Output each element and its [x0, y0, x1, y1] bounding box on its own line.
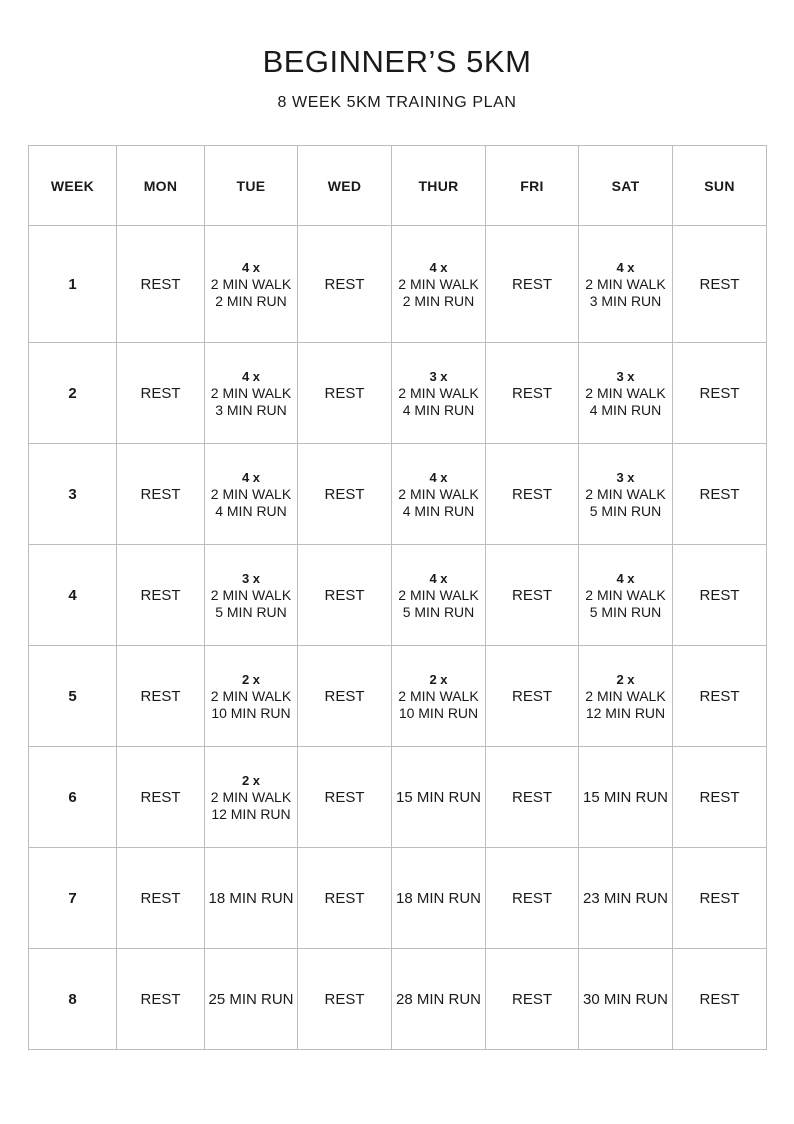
rest-label: REST — [699, 687, 740, 705]
cell-thur — [392, 226, 486, 343]
rest-label: REST — [511, 586, 552, 604]
cell-fri — [486, 444, 579, 545]
walk-duration: 2 MIN WALK — [585, 687, 666, 704]
table-row — [29, 545, 767, 646]
cell-wed — [298, 848, 392, 949]
rest-label: REST — [324, 990, 365, 1008]
repetitions: 4 x — [616, 259, 635, 275]
rest-label: REST — [324, 788, 365, 806]
cell-tue — [205, 226, 298, 343]
rest-label: REST — [699, 788, 740, 806]
cell-sun — [673, 226, 767, 343]
cell-thur — [392, 949, 486, 1050]
rest-label: REST — [699, 586, 740, 604]
cell-sat — [579, 848, 673, 949]
cell-sat — [579, 343, 673, 444]
cell-tue — [205, 444, 298, 545]
run-duration: 12 MIN RUN — [585, 704, 666, 721]
table-row — [29, 747, 767, 848]
walk-duration: 2 MIN WALK — [585, 586, 666, 603]
cell-fri — [486, 646, 579, 747]
run-duration: 15 MIN RUN — [582, 788, 668, 806]
header-wed: WED — [298, 146, 392, 226]
repetitions: 4 x — [241, 469, 261, 485]
header-mon: MON — [117, 146, 205, 226]
repetitions: 4 x — [429, 469, 448, 485]
run-duration: 10 MIN RUN — [398, 704, 479, 721]
cell-fri — [486, 848, 579, 949]
run-duration: 4 MIN RUN — [402, 502, 475, 519]
rest-label: REST — [511, 990, 552, 1008]
table-row — [29, 848, 767, 949]
cell-mon — [117, 343, 205, 444]
cell-tue — [205, 747, 298, 848]
repetitions: 4 x — [429, 570, 448, 586]
rest-label: REST — [699, 384, 740, 402]
rest-label: REST — [324, 485, 365, 503]
rest-label: REST — [140, 889, 181, 907]
run-duration: 2 MIN RUN — [402, 292, 475, 309]
cell-mon — [117, 226, 205, 343]
repetitions: 3 x — [241, 570, 261, 586]
cell-sun — [673, 848, 767, 949]
rest-label: REST — [140, 384, 181, 402]
week-number: 6 — [29, 747, 117, 848]
rest-label: REST — [324, 384, 365, 402]
cell-thur — [392, 545, 486, 646]
rest-label: REST — [140, 687, 181, 705]
cell-sun — [673, 545, 767, 646]
walk-duration: 2 MIN WALK — [210, 485, 292, 502]
cell-tue — [205, 646, 298, 747]
cell-tue — [205, 949, 298, 1050]
repetitions: 2 x — [241, 671, 261, 687]
repetitions: 4 x — [429, 259, 448, 275]
cell-thur — [392, 848, 486, 949]
cell-mon — [117, 949, 205, 1050]
cell-wed — [298, 343, 392, 444]
run-duration: 2 MIN RUN — [215, 292, 287, 309]
run-duration: 10 MIN RUN — [211, 704, 291, 721]
run-duration: 28 MIN RUN — [395, 990, 481, 1008]
rest-label: REST — [699, 889, 740, 907]
cell-sat — [579, 949, 673, 1050]
walk-duration: 2 MIN WALK — [398, 485, 479, 502]
cell-mon — [117, 747, 205, 848]
header-sat: SAT — [579, 146, 673, 226]
repetitions: 3 x — [616, 368, 635, 384]
rest-label: REST — [511, 889, 552, 907]
repetitions: 2 x — [429, 671, 448, 687]
cell-thur — [392, 747, 486, 848]
cell-sun — [673, 646, 767, 747]
walk-duration: 2 MIN WALK — [585, 485, 666, 502]
walk-duration: 2 MIN WALK — [210, 586, 292, 603]
week-number: 5 — [29, 646, 117, 747]
cell-mon — [117, 545, 205, 646]
rest-label: REST — [140, 586, 181, 604]
week-number: 8 — [29, 949, 117, 1050]
cell-fri — [486, 226, 579, 343]
run-duration: 25 MIN RUN — [208, 990, 294, 1008]
rest-label: REST — [511, 788, 552, 806]
cell-wed — [298, 646, 392, 747]
repetitions: 3 x — [616, 469, 635, 485]
rest-label: REST — [140, 485, 181, 503]
repetitions: 2 x — [241, 772, 261, 788]
walk-duration: 2 MIN WALK — [585, 275, 666, 292]
run-duration: 15 MIN RUN — [395, 788, 481, 806]
run-duration: 3 MIN RUN — [589, 292, 662, 309]
walk-duration: 2 MIN WALK — [210, 788, 292, 805]
cell-sat — [579, 226, 673, 343]
cell-sat — [579, 444, 673, 545]
run-duration: 5 MIN RUN — [589, 603, 662, 620]
rest-label: REST — [511, 485, 552, 503]
run-duration: 5 MIN RUN — [215, 603, 287, 620]
week-number: 1 — [29, 226, 117, 343]
repetitions: 3 x — [429, 368, 448, 384]
cell-mon — [117, 848, 205, 949]
run-duration: 4 MIN RUN — [402, 401, 475, 418]
page-subtitle: 8 WEEK 5KM TRAINING PLAN — [277, 94, 517, 111]
table-row — [29, 444, 767, 545]
walk-duration: 2 MIN WALK — [398, 586, 479, 603]
table-body — [29, 226, 767, 1050]
cell-thur — [392, 646, 486, 747]
rest-label: REST — [511, 275, 552, 293]
cell-fri — [486, 545, 579, 646]
run-duration: 23 MIN RUN — [582, 889, 668, 907]
cell-tue — [205, 545, 298, 646]
run-duration: 4 MIN RUN — [215, 502, 287, 519]
run-duration: 30 MIN RUN — [582, 990, 668, 1008]
cell-tue — [205, 343, 298, 444]
walk-duration: 2 MIN WALK — [585, 384, 666, 401]
walk-duration: 2 MIN WALK — [398, 384, 479, 401]
cell-fri — [486, 343, 579, 444]
repetitions: 4 x — [616, 570, 635, 586]
header-tue: TUE — [205, 146, 298, 226]
week-number: 2 — [29, 343, 117, 444]
cell-mon — [117, 444, 205, 545]
walk-duration: 2 MIN WALK — [398, 687, 479, 704]
cell-thur — [392, 444, 486, 545]
run-duration: 18 MIN RUN — [208, 889, 294, 907]
rest-label: REST — [699, 485, 740, 503]
run-duration: 5 MIN RUN — [402, 603, 475, 620]
cell-fri — [486, 949, 579, 1050]
rest-label: REST — [699, 990, 740, 1008]
rest-label: REST — [324, 275, 365, 293]
cell-sun — [673, 343, 767, 444]
walk-duration: 2 MIN WALK — [210, 384, 292, 401]
rest-label: REST — [324, 889, 365, 907]
run-duration: 3 MIN RUN — [215, 401, 287, 418]
walk-duration: 2 MIN WALK — [210, 275, 292, 292]
header-row — [29, 146, 767, 226]
run-duration: 18 MIN RUN — [395, 889, 481, 907]
header-fri: FRI — [486, 146, 579, 226]
cell-wed — [298, 545, 392, 646]
cell-sat — [579, 545, 673, 646]
repetitions: 4 x — [241, 259, 261, 275]
rest-label: REST — [140, 990, 181, 1008]
cell-wed — [298, 444, 392, 545]
rest-label: REST — [699, 275, 740, 293]
page-title: BEGINNER’S 5KM — [262, 44, 532, 79]
table-row — [29, 226, 767, 343]
cell-wed — [298, 949, 392, 1050]
rest-label: REST — [140, 275, 181, 293]
rest-label: REST — [140, 788, 181, 806]
table-row — [29, 646, 767, 747]
rest-label: REST — [324, 586, 365, 604]
cell-mon — [117, 646, 205, 747]
week-number: 7 — [29, 848, 117, 949]
repetitions: 4 x — [241, 368, 261, 384]
cell-tue — [205, 848, 298, 949]
header-week: WEEK — [29, 146, 117, 226]
table-row — [29, 949, 767, 1050]
cell-wed — [298, 747, 392, 848]
cell-sun — [673, 747, 767, 848]
header-thur: THUR — [392, 146, 486, 226]
repetitions: 2 x — [616, 671, 635, 687]
run-duration: 12 MIN RUN — [211, 805, 291, 822]
cell-sun — [673, 949, 767, 1050]
week-number: 3 — [29, 444, 117, 545]
run-duration: 4 MIN RUN — [589, 401, 662, 418]
header-sun: SUN — [673, 146, 767, 226]
cell-fri — [486, 747, 579, 848]
table-header — [29, 146, 767, 226]
rest-label: REST — [324, 687, 365, 705]
week-number: 4 — [29, 545, 117, 646]
training-plan-table — [28, 145, 767, 1050]
cell-sun — [673, 444, 767, 545]
walk-duration: 2 MIN WALK — [398, 275, 479, 292]
cell-sat — [579, 646, 673, 747]
cell-sat — [579, 747, 673, 848]
cell-wed — [298, 226, 392, 343]
table-row — [29, 343, 767, 444]
cell-thur — [392, 343, 486, 444]
run-duration: 5 MIN RUN — [589, 502, 662, 519]
walk-duration: 2 MIN WALK — [210, 687, 292, 704]
rest-label: REST — [511, 384, 552, 402]
rest-label: REST — [511, 687, 552, 705]
